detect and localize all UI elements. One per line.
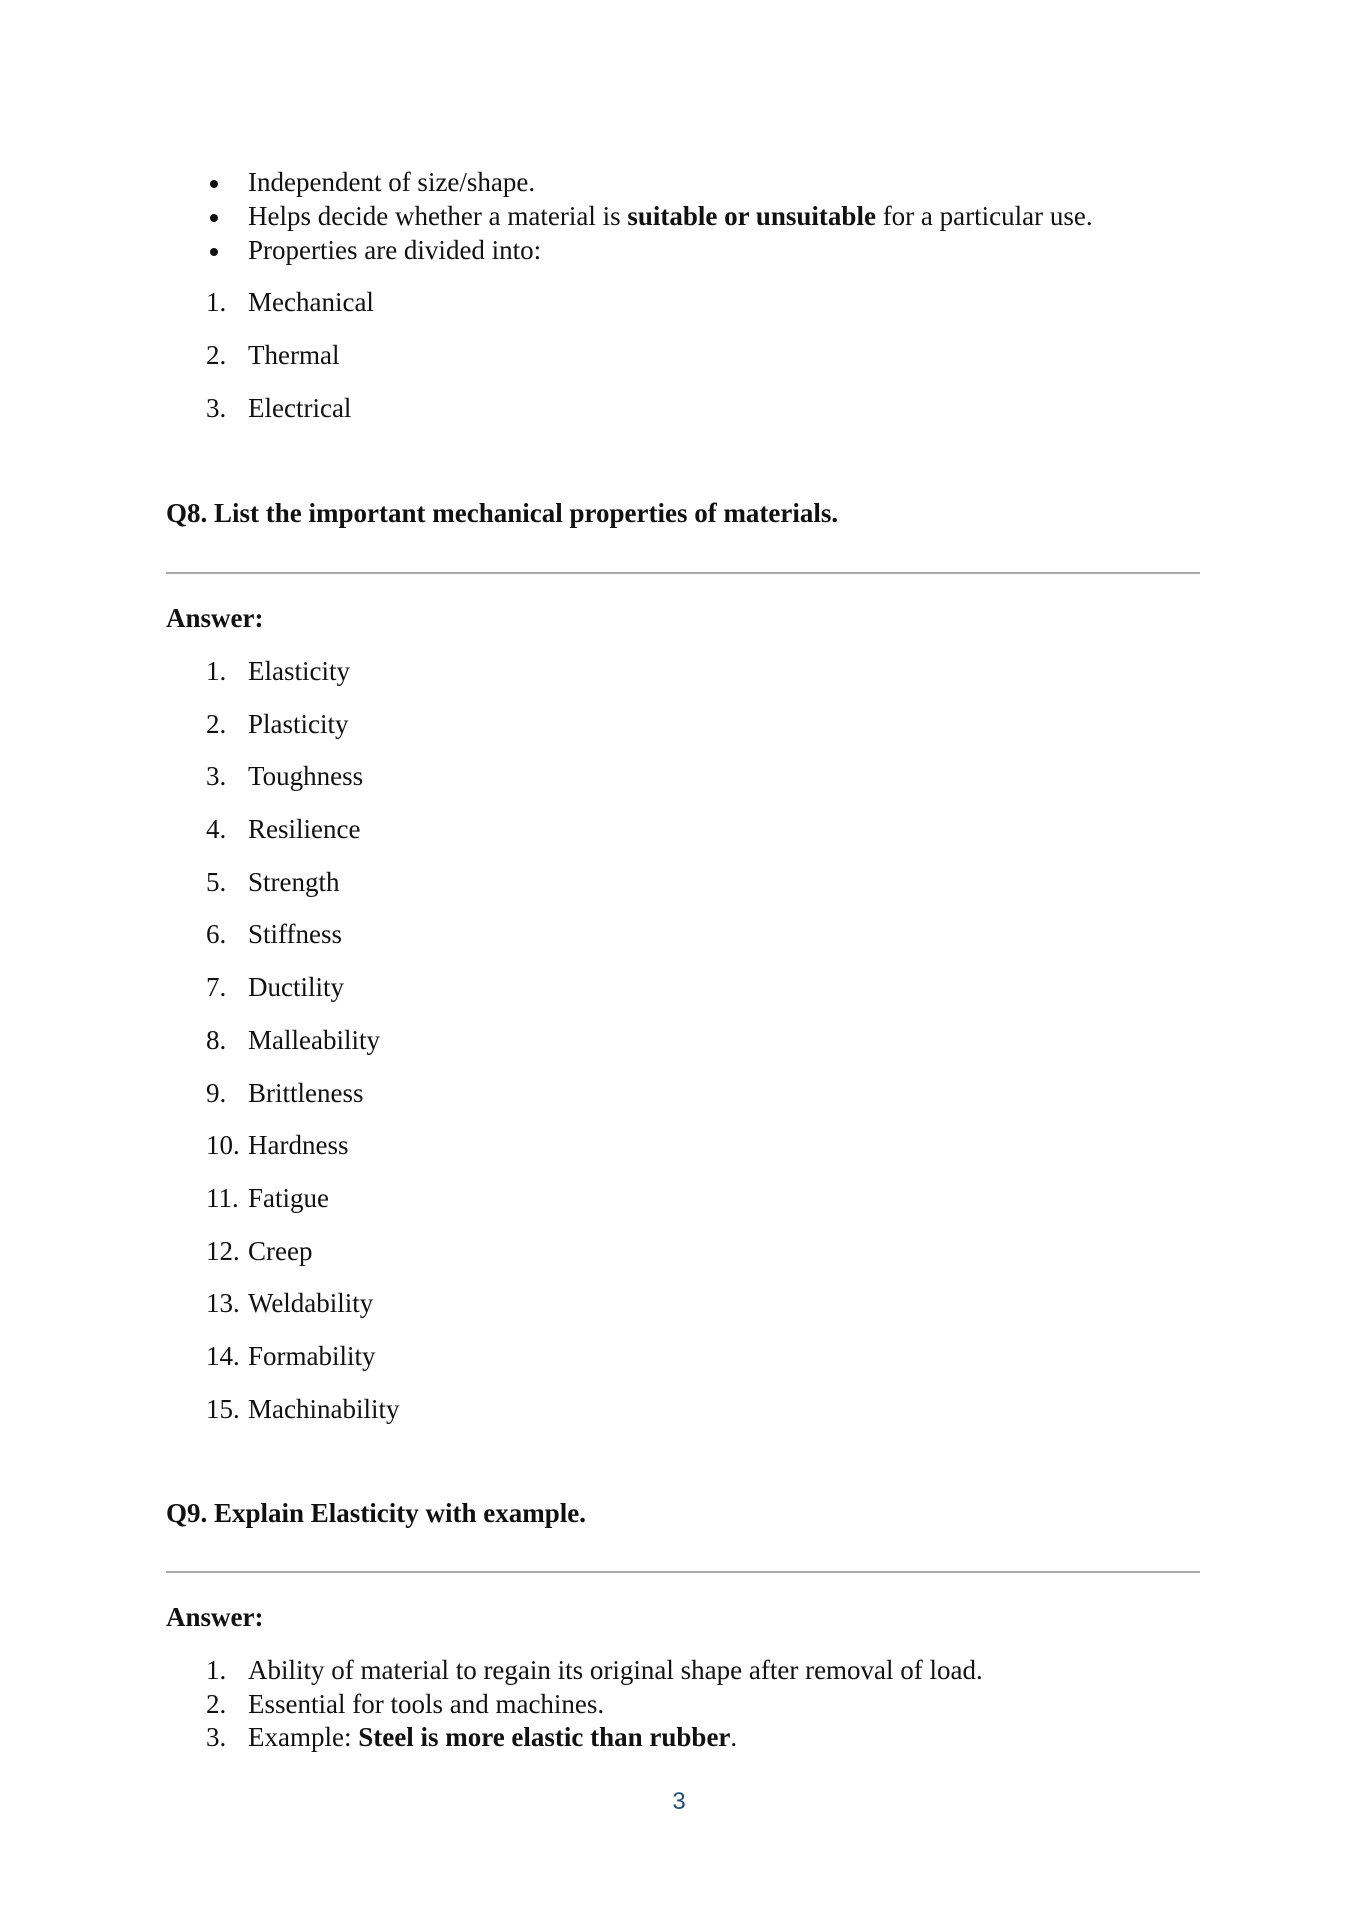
list-number: 3. bbox=[206, 393, 227, 423]
list-number: 9. bbox=[206, 1078, 227, 1108]
list-item: Mechanical bbox=[248, 287, 374, 317]
list-item bbox=[248, 1654, 983, 1686]
bullet-text: Independent of size/shape. bbox=[248, 167, 536, 197]
list-item: Brittleness bbox=[248, 1078, 364, 1108]
list-item: Hardness bbox=[248, 1130, 349, 1160]
bullet-text: Helps decide whether a material is bbox=[248, 201, 628, 231]
list-item-text: . bbox=[730, 1722, 738, 1752]
list-item bbox=[248, 1721, 737, 1753]
list-item: Resilience bbox=[248, 814, 361, 844]
bullet-icon bbox=[210, 248, 218, 256]
list-item: Strength bbox=[248, 867, 340, 897]
list-number: 14. bbox=[206, 1341, 240, 1371]
answer-label: Answer: bbox=[166, 603, 264, 633]
list-number: 7. bbox=[206, 972, 227, 1002]
bullet-item bbox=[248, 200, 1093, 232]
list-item: Stiffness bbox=[248, 919, 343, 949]
answer-label: Answer: bbox=[166, 1602, 264, 1632]
list-number: 1. bbox=[206, 1655, 227, 1685]
list-number: 2. bbox=[206, 340, 227, 370]
list-item: Weldability bbox=[248, 1288, 374, 1318]
list-item: Toughness bbox=[248, 761, 364, 791]
list-item: Malleability bbox=[248, 1025, 380, 1055]
list-item: Fatigue bbox=[248, 1183, 329, 1213]
list-number: 10. bbox=[206, 1130, 240, 1160]
list-number: 3. bbox=[206, 761, 227, 791]
list-number: 2. bbox=[206, 709, 227, 739]
bullet-text: for a particular use. bbox=[875, 201, 1093, 231]
list-item: Plasticity bbox=[248, 709, 349, 739]
list-item-text: Essential for tools and machines. bbox=[248, 1689, 605, 1719]
list-number: 6. bbox=[206, 919, 227, 949]
bullet-text-bold: suitable or unsuitable bbox=[627, 201, 876, 231]
list-number: 1. bbox=[206, 287, 227, 317]
list-item: Elasticity bbox=[248, 656, 350, 686]
list-number: 12. bbox=[206, 1236, 240, 1266]
list-item: Formability bbox=[248, 1341, 376, 1371]
list-number: 11. bbox=[206, 1183, 239, 1213]
list-number: 1. bbox=[206, 656, 227, 686]
list-number: 15. bbox=[206, 1394, 240, 1424]
bullet-item bbox=[248, 234, 541, 266]
list-number: 4. bbox=[206, 814, 227, 844]
list-number: 2. bbox=[206, 1689, 227, 1719]
list-item: Creep bbox=[248, 1236, 313, 1266]
list-number: 13. bbox=[206, 1288, 240, 1318]
list-item-text-bold: Steel is more elastic than rubber bbox=[358, 1722, 731, 1752]
list-item: Thermal bbox=[248, 340, 340, 370]
bullet-icon bbox=[210, 214, 218, 222]
horizontal-rule bbox=[166, 1571, 1200, 1573]
question-heading: Q8. List the important mechanical properties of materials. bbox=[166, 498, 839, 528]
list-item: Ductility bbox=[248, 972, 344, 1002]
bullet-icon bbox=[210, 180, 218, 188]
list-item-text: Ability of material to regain its original shape after removal of load. bbox=[248, 1655, 983, 1685]
bullet-item bbox=[248, 166, 535, 198]
list-item: Electrical bbox=[248, 393, 352, 423]
list-number: 3. bbox=[206, 1722, 227, 1752]
question-heading: Q9. Explain Elasticity with example. bbox=[166, 1498, 587, 1528]
list-number: 8. bbox=[206, 1025, 227, 1055]
list-item: Machinability bbox=[248, 1394, 400, 1424]
list-item-text: Example: bbox=[248, 1722, 359, 1752]
list-number: 5. bbox=[206, 867, 227, 897]
page-number: 3 bbox=[672, 1788, 686, 1815]
horizontal-rule bbox=[166, 572, 1200, 574]
list-item bbox=[248, 1688, 604, 1720]
bullet-text: Properties are divided into: bbox=[248, 235, 542, 265]
